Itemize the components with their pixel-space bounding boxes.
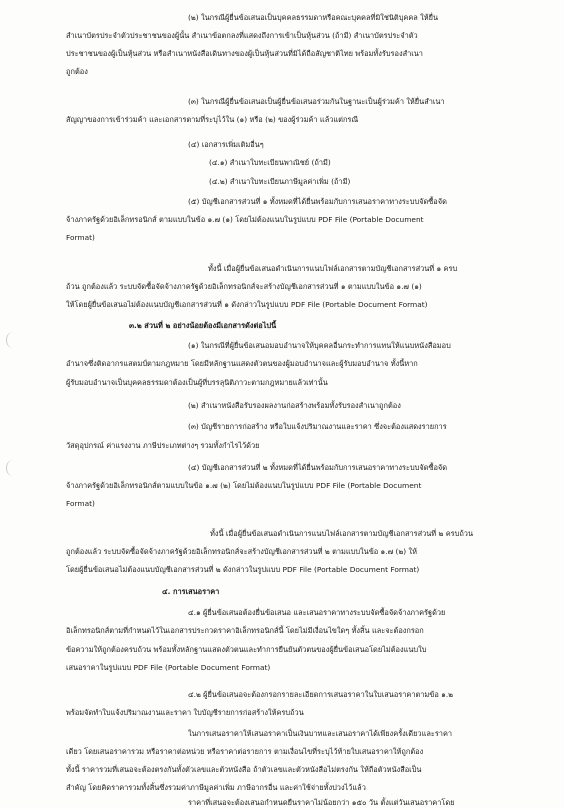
text-line: ผู้รับมอบอำนาจเป็นบุคคลธรรมดาต้องเป็นผู้ที่บรรลุนิติภาวะตามกฎหมายแล้วเท่านั้น <box>66 378 328 387</box>
text-line: ให้โดยผู้ยื่นข้อเสนอไม่ต้องแนบบัญชีเอกสารส่วนที่ ๑ ดังกล่าวในรูปแบบ PDF File (Portable Document Format) <box>66 300 428 309</box>
text-line: เสนอราคาในรูปแบบ PDF File (Portable Document Format) <box>66 663 271 672</box>
text-line: ข้อความให้ถูกต้องครบถ้วน พร้อมทั้งหลักฐานแสดงตัวตนและทำการยืนยันตัวตนของผู้ยื่นข้อเสนอโดยไม่ต้องแนบใบ <box>66 645 427 654</box>
text-line: (๔.๒) สำเนาใบทะเบียนภาษีมูลค่าเพิ่ม (ถ้ามี) <box>209 177 351 186</box>
text-line: ทั้งนี้ ราคารวมที่เสนอจะต้องตรงกันทั้งตัวเลขและตัวหนังสือ ถ้าตัวเลขและตัวหนังสือไม่ตรงกัน ให้ถือตัวหนังสือเป็น <box>66 765 422 774</box>
text-line: (๕) บัญชีเอกสารส่วนที่ ๑ ทั้งหมดที่ได้ยื่นพร้อมกับการเสนอราคาทางระบบจัดซื้อจัด <box>188 197 447 206</box>
text-line: สำคัญ โดยคิดราคารวมทั้งสิ้นซึ่งรวมค่าภาษีมูลค่าเพิ่ม ภาษีอากรอื่น และค่าใช้จ่ายทั้งปวงไว้แล้ว <box>66 783 366 792</box>
text-line: ถูกต้องแล้ว ระบบจัดซื้อจัดจ้างภาครัฐด้วยอิเล็กทรอนิกส์จะสร้างบัญชีเอกสารส่วนที่ ๒ ตามแบบในข้อ ๑.๗ (๒) ให้ <box>66 547 417 556</box>
text-line: ๔.๑ ผู้ยื่นข้อเสนอต้องยื่นข้อเสนอ และเสนอราคาทางระบบจัดซื้อจัดจ้างภาครัฐด้วย <box>188 608 446 617</box>
text-line: (๔.๑) สำเนาใบทะเบียนพาณิชย์ (ถ้ามี) <box>209 158 331 167</box>
text-line: Format) <box>66 499 95 508</box>
section-heading: ๓.๒ ส่วนที่ ๒ อย่างน้อยต้องมีเอกสารดังต่อไปนี้ <box>129 321 277 330</box>
text-line: (๑) ในกรณีที่ผู้ยื่นข้อเสนอมอบอำนาจให้บุคคลอื่นกระทำการแทนให้แนบหนังสือมอบ <box>188 341 451 350</box>
text-line: (๒) สำเนาหนังสือรับรองผลงานก่อสร้างพร้อมทั้งรับรองสำเนาถูกต้อง <box>188 401 401 410</box>
text-line: (๒) ในกรณีผู้ยื่นข้อเสนอเป็นบุคคลธรรมดาหรือคณะบุคคลที่มิใช่นิติบุคคล ให้ยื่น <box>188 13 439 22</box>
text-line: (๔) บัญชีเอกสารส่วนที่ ๒ ทั้งหมดที่ได้ยื่นพร้อมกับการเสนอราคาทางระบบจัดซื้อจัด <box>188 463 448 472</box>
text-line: ถูกต้อง <box>66 67 88 76</box>
text-line: ประชาชนของผู้เป็นหุ้นส่วน หรือสำเนาหนังสือเดินทางของผู้เป็นหุ้นส่วนที่มิได้ถือสัญชาติไทย พร้อมทั้งรับรองสำเนา <box>66 49 423 58</box>
text-line: ทั้งนี้ เมื่อผู้ยื่นข้อเสนอดำเนินการแนบไฟล์เอกสารตามบัญชีเอกสารส่วนที่ ๑ ครบ <box>208 264 458 273</box>
text-line: อำนาจซึ่งติดอากรแสตมป์ตามกฎหมาย โดยมีหลักฐานแสดงตัวตนของผู้มอบอำนาจและผู้รับมอบอำนาจ ทั้งนี้หาก <box>66 359 418 368</box>
punch-hole-mark <box>6 332 19 348</box>
text-line: ราคาที่เสนอจะต้องเสนอกำหนดยืนราคาไม่น้อยกว่า ๑๕๐ วัน ตั้งแต่วันเสนอราคาโดย <box>188 798 455 807</box>
text-line: Format) <box>66 233 95 242</box>
text-line: (๔) เอกสารเพิ่มเติมอื่นๆ <box>188 140 264 149</box>
text-line: (๓) บัญชีรายการก่อสร้าง หรือใบแจ้งปริมาณงานและราคา ซึ่งจะต้องแสดงรายการ <box>188 422 447 431</box>
text-line: โดยผู้ยื่นข้อเสนอไม่ต้องแนบบัญชีเอกสารส่วนที่ ๒ ดังกล่าวในรูปแบบ PDF File (Portable Document Format) <box>66 565 420 574</box>
text-line: จ้างภาครัฐด้วยอิเล็กทรอนิกส์ ตามแบบในข้อ ๑.๗ (๑) โดยไม่ต้องแนบในรูปแบบ PDF File (Portable Document <box>66 215 424 224</box>
text-line: ทั้งนี้ เมื่อผู้ยื่นข้อเสนอดำเนินการแนบไฟล์เอกสารตามบัญชีเอกสารส่วนที่ ๒ ครบถ้วน <box>210 529 474 538</box>
text-line: ในการเสนอราคาให้เสนอราคาเป็นเงินบาทและเสนอราคาได้เพียงครั้งเดียวและราคา <box>188 729 453 738</box>
text-line: จ้างภาครัฐด้วยอิเล็กทรอนิกส์ตามแบบในข้อ ๑.๗ (๒) โดยไม่ต้องแนบในรูปแบบ PDF File (Portable Document <box>66 481 422 490</box>
text-line: สัญญาของการเข้าร่วมค้า และเอกสารตามที่ระบุไว้ใน (๑) หรือ (๒) ของผู้ร่วมค้า แล้วแต่กรณี <box>66 115 359 124</box>
text-line: พร้อมจัดทำใบแจ้งปริมาณงานและราคา ใบบัญชีรายการก่อสร้างให้ครบถ้วน <box>66 708 304 717</box>
text-line: ถ้วน ถูกต้องแล้ว ระบบจัดซื้อจัดจ้างภาครัฐด้วยอิเล็กทรอนิกส์จะสร้างบัญชีเอกสารส่วนที่ ๑ ตามแบบในข้อ ๑.๗ (๑) <box>66 282 422 291</box>
text-line: (๓) ในกรณีผู้ยื่นข้อเสนอเป็นผู้ยื่นข้อเสนอร่วมกันในฐานะเป็นผู้ร่วมค้า ให้ยื่นสำเนา <box>188 97 445 106</box>
section-heading: ๔. การเสนอราคา <box>162 587 220 596</box>
text-line: สำเนาบัตรประจำตัวประชาชนของผู้นั้น สำเนาข้อตกลงที่แสดงถึงการเข้าเป็นหุ้นส่วน (ถ้ามี) สำเนาบัตรประจำตัว <box>66 31 418 40</box>
text-line: เดียว โดยเสนอราคารวม หรือราคาต่อหน่วย หรือราคาต่อรายการ ตามเงื่อนไขที่ระบุไว้ท้ายใบเสนอราคาให้ถูกต้อง <box>66 747 424 756</box>
text-line: วัสดุอุปกรณ์ ค่าแรงงาน ภาษีประเภทต่างๆ รวมทั้งกำไรไว้ด้วย <box>66 441 260 450</box>
text-line: อิเล็กทรอนิกส์ตามที่กำหนดไว้ในเอกสารประกวดราคาอิเล็กทรอนิกส์นี้ โดยไม่มีเงื่อนไขใดๆ ทั้งสิ้น และจะต้องกรอก <box>66 626 424 635</box>
punch-hole-mark <box>6 460 19 476</box>
text-line: ๔.๒ ผู้ยื่นข้อเสนอจะต้องกรอกรายละเอียดการเสนอราคาในใบเสนอราคาตามข้อ ๑.๒ <box>188 690 454 699</box>
